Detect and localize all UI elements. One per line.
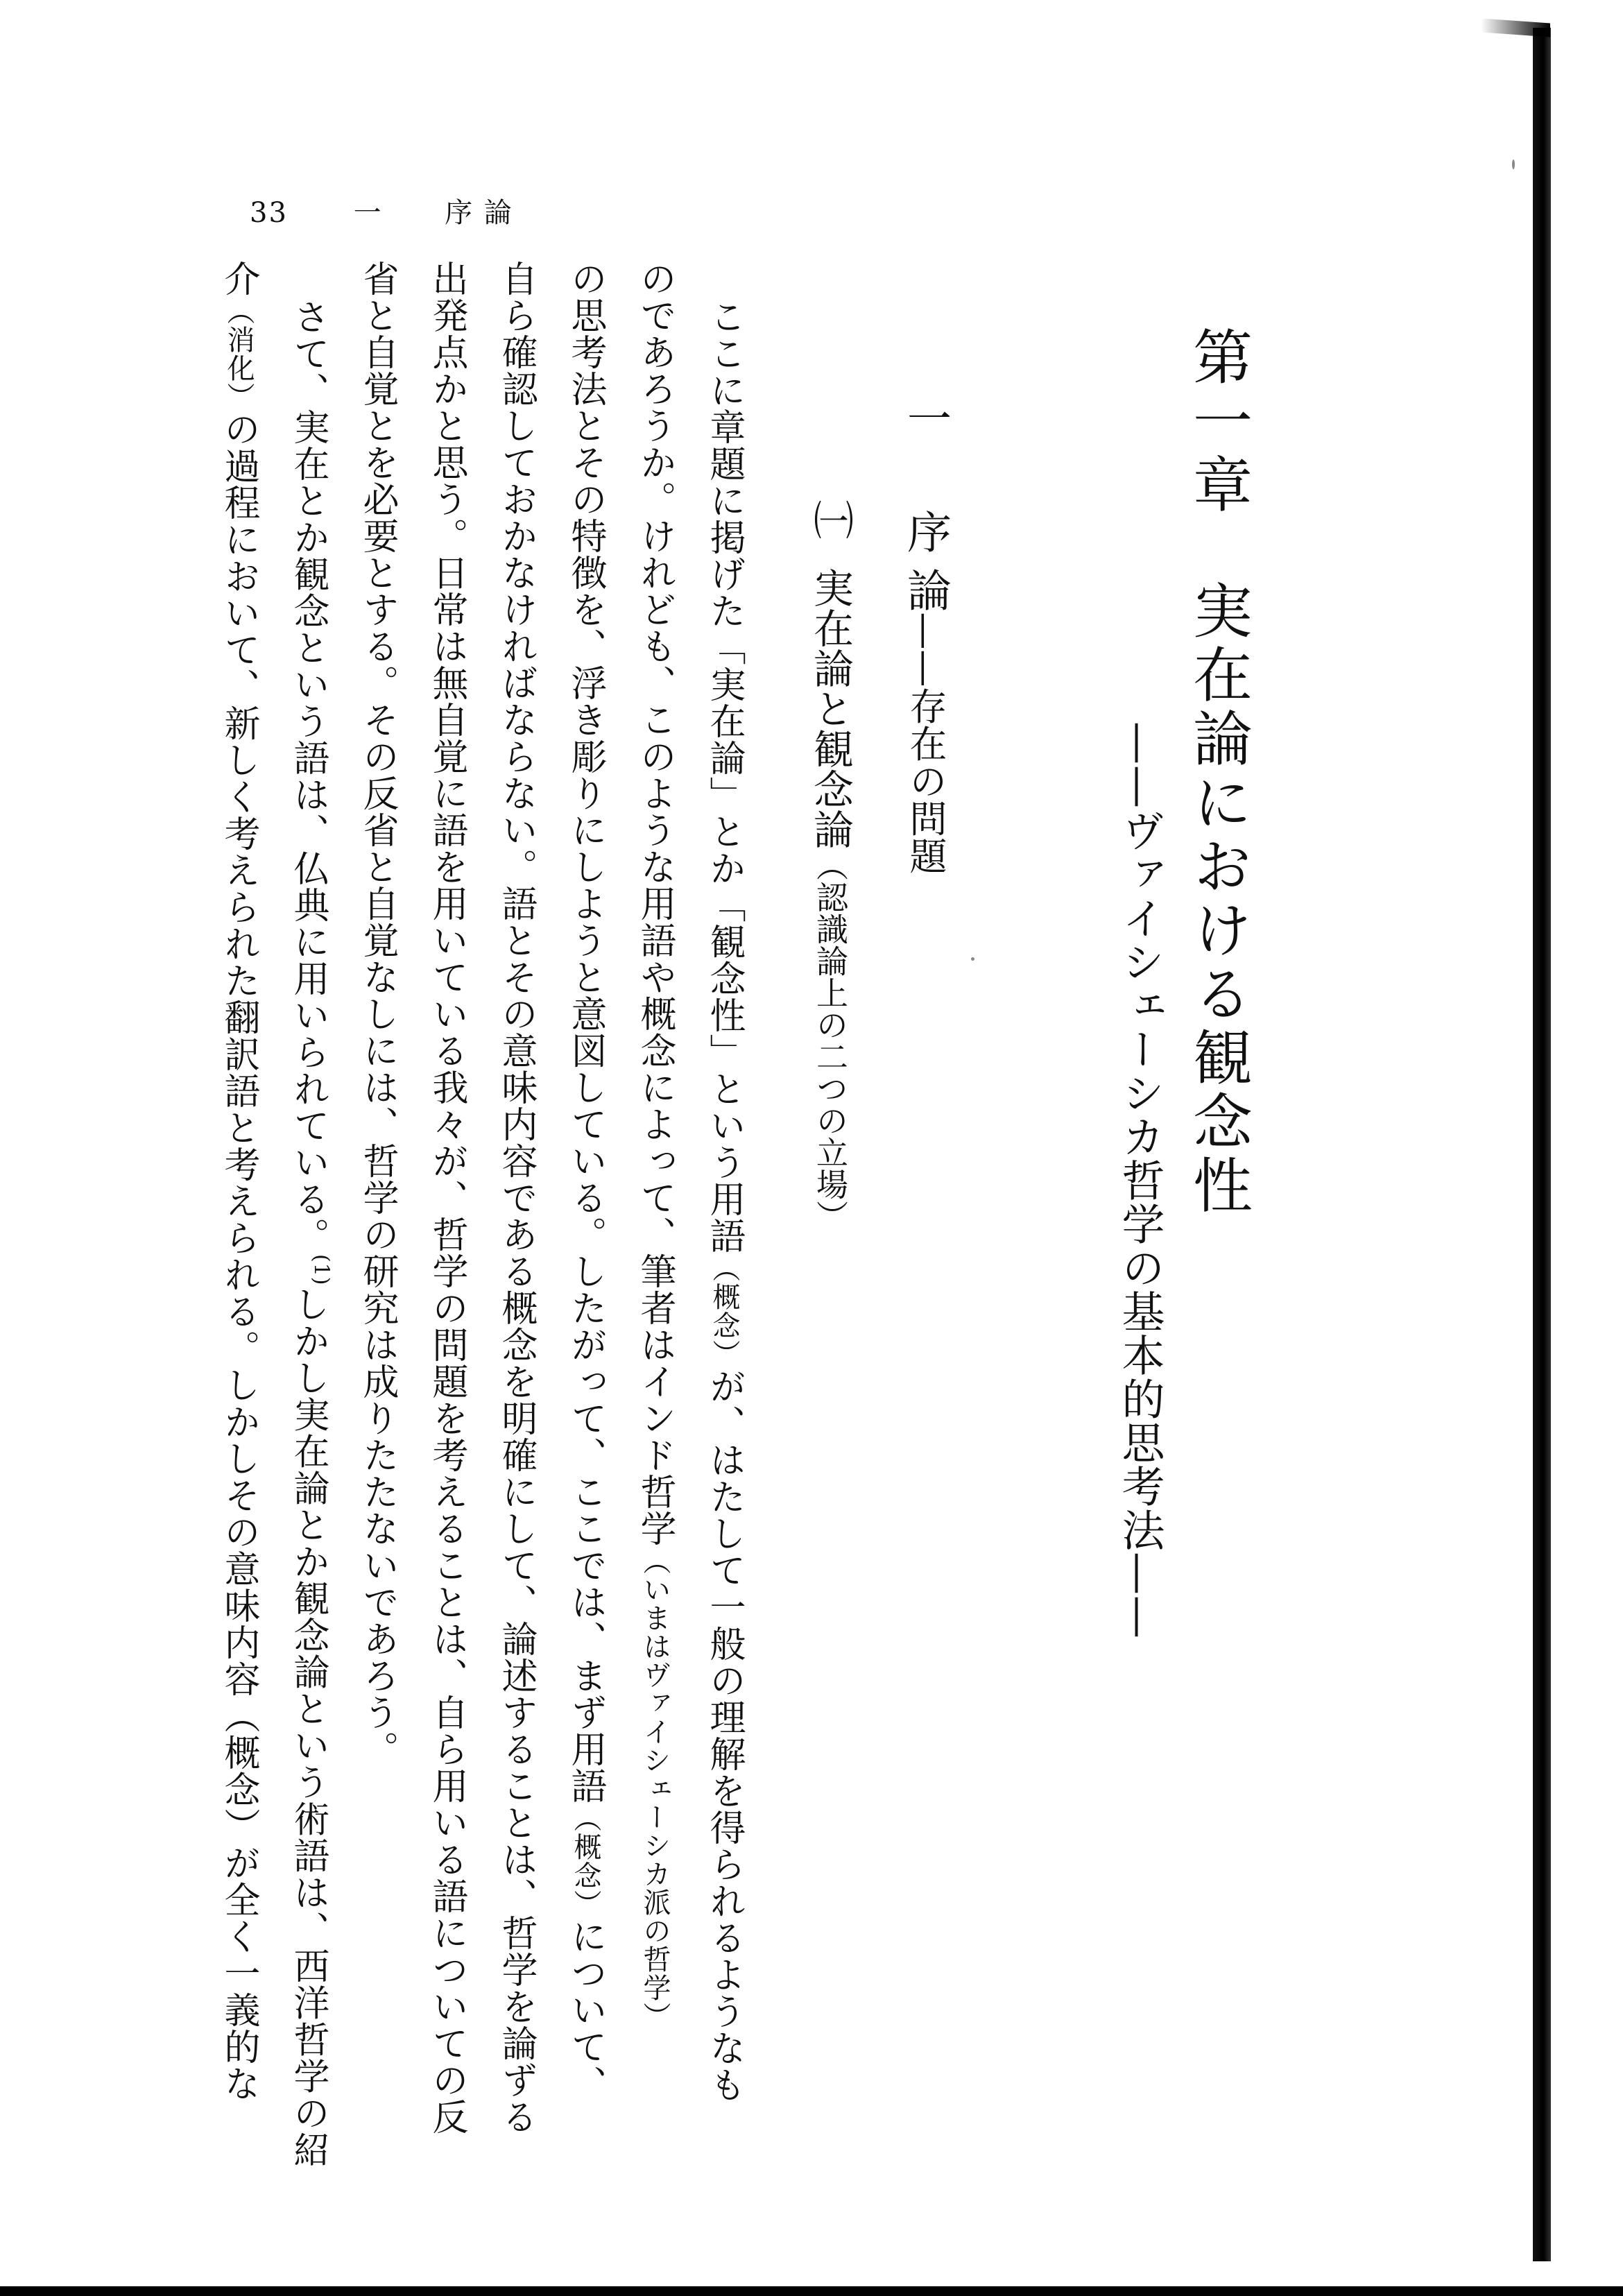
book-binding-edge [1533,28,1551,2261]
section-title: 序 論 [900,509,951,612]
subsection-mark: ㈠ [807,499,854,540]
section-heading [900,395,951,875]
section-number: 一 [900,395,951,440]
scan-speck [971,957,974,961]
footnote-marker: (1) [309,1254,334,1286]
header-section-number: 一 [353,197,383,229]
subsection-note: （認識論上の二つの立場） [812,849,849,1232]
subsection-heading [807,499,854,1232]
section-subtitle: ——存在の問題 [904,612,947,875]
body-line-2: のであろうか。けれども、このような用語や概念によって、筆者はインド哲学（いまはヴァイシェーシカ派の哲学） [634,260,676,2030]
chapter-subtitle: ——ヴァイシェーシカ哲学の基本的思考法—— [1115,721,1165,1639]
scan-speck [1512,160,1515,169]
binding-shadow [1481,19,1550,37]
page-number: 33 [250,197,288,229]
chapter-label: 第一章 [1183,326,1252,517]
chapter-title [1183,326,1252,1218]
running-header [250,191,513,230]
body-line-8: 介（消化）の過程において、新しく考えられた翻訳語と考えられる。しかしその意味内容（概念）が全く一義的な [218,260,259,2102]
body-line-5: 出発点かと思う。日常は無自覚に語を用いている我々が、哲学の問題を考えることは、自ら用いる語についての反 [426,260,467,2135]
body-line-4: 自ら確認しておかなければならない。語とその意味内容である概念を明確にして、論述することは、哲学を論ずる [495,260,537,2135]
body-line-6: 省と自覚とを必要とする。その反省と自覚なしには、哲学の研究は成りたたないであろう。 [357,260,398,1767]
body-line-1: ここに章題に掲げた「実在論」とか「観念性」という用語（概念）が、はたして一般の理解を得られるようなも [703,298,745,2103]
header-section-title: 序 論 [445,197,513,229]
body-line-3: の思考法とその特徴を、浮き彫りにしようと意図している。したがって、ここでは、まず用語（概念）について、 [565,260,606,2102]
chapter-main-title: 実在論における観念性 [1183,580,1252,1218]
page-bottom-edge [0,2286,1623,2296]
body-line-7: さて、実在とか観念という語は、仏典に用いられている。$^{(1)}$しかし実在論とか観念論という術語は、西洋哲学の紹 [287,298,334,2168]
subsection-title: 実在論と観念論 [807,567,854,849]
